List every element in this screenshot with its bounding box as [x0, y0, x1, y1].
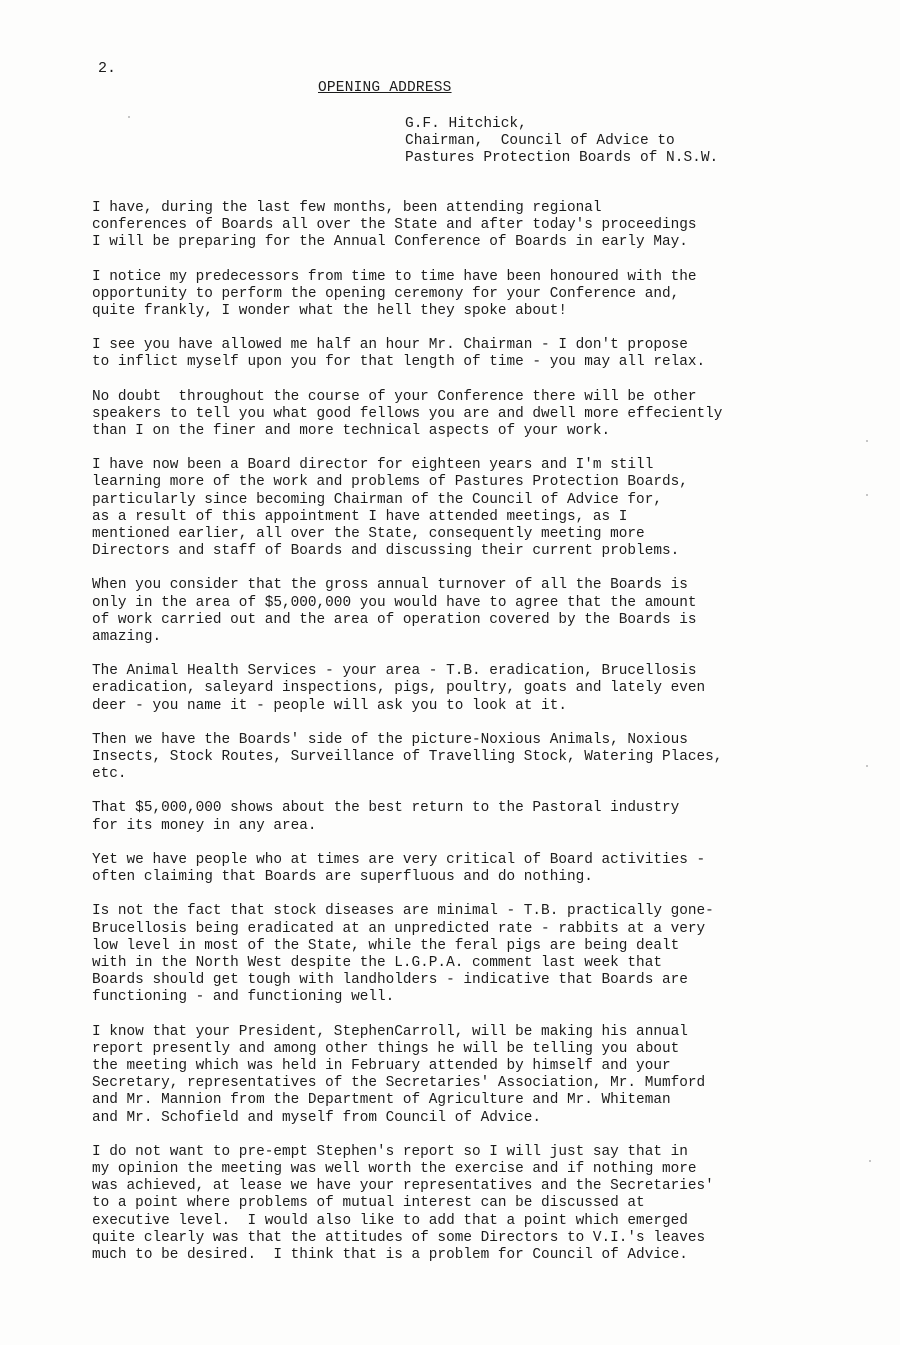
paragraph [92, 337, 822, 371]
paragraph-line: mentioned earlier, all over the State, consequently meeting more [92, 526, 645, 543]
scan-speck [866, 494, 868, 496]
paragraph-line: opportunity to perform the opening ceremony for your Conference and, [92, 285, 680, 302]
byline-organisation: Pastures Protection Boards of N.S.W. [405, 150, 719, 166]
paragraph [92, 663, 822, 715]
paragraph-line: quite clearly was that the attitudes of some Directors to V.I.'s leaves [92, 1229, 706, 1246]
paragraph-line: etc. [92, 766, 127, 783]
paragraph-line: amazing. [92, 629, 162, 646]
paragraph [92, 1144, 822, 1264]
paragraph [92, 200, 822, 252]
paragraph-line: particularly since becoming Chairman of the Council of Advice for, [92, 491, 662, 508]
paragraph-line: much to be desired. I think that is a problem for Council of Advice. [92, 1246, 688, 1263]
scan-speck [869, 1160, 871, 1162]
paragraph-line: Is not the fact that stock diseases are minimal - T.B. practically gone- [92, 903, 714, 920]
paragraph-line: That $5,000,000 shows about the best return to the Pastoral industry [92, 800, 680, 817]
paragraph-line: I know that your President, StephenCarroll, will be making his annual [92, 1023, 688, 1040]
page-number: 2. [98, 60, 117, 77]
paragraph-line: quite frankly, I wonder what the hell they spoke about! [92, 303, 567, 320]
page-title: OPENING ADDRESS [318, 80, 452, 96]
paragraph-line: deer - you name it - people will ask you to look at it. [92, 697, 567, 714]
paragraph-line: When you consider that the gross annual turnover of all the Boards is [92, 577, 688, 594]
paragraph-line: of work carried out and the area of operation covered by the Boards is [92, 611, 697, 628]
paragraph-line: Boards should get tough with landholders - indicative that Boards are [92, 972, 688, 989]
paragraph-line: only in the area of $5,000,000 you would have to agree that the amount [92, 594, 697, 611]
paragraph-line: I see you have allowed me half an hour Mr. Chairman - I don't propose [92, 337, 688, 354]
paragraph [92, 732, 822, 784]
paragraph [92, 269, 822, 321]
paragraph [92, 577, 822, 646]
paragraph-line: Then we have the Boards' side of the picture-Noxious Animals, Noxious [92, 731, 688, 748]
paragraph-line: learning more of the work and problems of Pastures Protection Boards, [92, 474, 688, 491]
paragraph-line: I have, during the last few months, been attending regional [92, 200, 602, 216]
paragraph-line: my opinion the meeting was well worth the exercise and if nothing more [92, 1160, 697, 1177]
paragraph-line: as a result of this appointment I have attended meetings, as I [92, 508, 628, 525]
paragraph [92, 903, 822, 1006]
paragraph-line: eradication, saleyard inspections, pigs, poultry, goats and lately even [92, 680, 706, 697]
paragraph-line: Secretary, representatives of the Secretaries' Association, Mr. Mumford [92, 1075, 706, 1092]
paragraph-line: was achieved, at lease we have your representatives and the Secretaries' [92, 1178, 714, 1195]
paragraph-line: often claiming that Boards are superfluous and do nothing. [92, 869, 593, 886]
paragraph-line: conferences of Boards all over the State and after today's proceedings [92, 217, 697, 234]
paragraph-line: report presently and among other things he will be telling you about [92, 1040, 680, 1057]
paragraph-line: to a point where problems of mutual interest can be discussed at [92, 1195, 645, 1212]
byline-name: G.F. Hitchick, [405, 116, 527, 132]
paragraph-line: I do not want to pre-empt Stephen's report so I will just say that in [92, 1143, 688, 1160]
paragraph-line: for its money in any area. [92, 817, 317, 834]
paragraph-line: speakers to tell you what good fellows you are and dwell more effeciently [92, 405, 723, 422]
paragraph-line: I will be preparing for the Annual Conference of Boards in early May. [92, 234, 688, 251]
paragraph-line: with in the North West despite the L.G.P.A. comment last week that [92, 954, 662, 971]
paragraph [92, 457, 822, 560]
paragraph [92, 389, 822, 441]
scan-speck [866, 765, 868, 767]
paragraph [92, 852, 822, 886]
paragraph-line: Insects, Stock Routes, Surveillance of Travelling Stock, Watering Places, [92, 749, 723, 766]
paragraph-line: the meeting which was held in February attended by himself and your [92, 1057, 671, 1074]
scan-speck [866, 440, 868, 442]
paragraph-line: Directors and staff of Boards and discussing their current problems. [92, 543, 680, 560]
paragraph-line: Brucellosis being eradicated at an unpredicted rate - rabbits at a very [92, 920, 706, 937]
paragraph-line: Yet we have people who at times are very critical of Board activities - [92, 851, 706, 868]
paragraph-line: low level in most of the State, while the feral pigs are being dealt [92, 937, 680, 954]
paragraph-line: No doubt throughout the course of your Conference there will be other [92, 388, 697, 405]
byline [405, 116, 718, 167]
paragraph-line: I notice my predecessors from time to time have been honoured with the [92, 268, 697, 285]
paragraph-line: I have now been a Board director for eighteen years and I'm still [92, 457, 654, 474]
paragraph-line: and Mr. Mannion from the Department of Agriculture and Mr. Whiteman [92, 1092, 671, 1109]
paragraph-line: and Mr. Schofield and myself from Council of Advice. [92, 1109, 542, 1126]
document-body [92, 200, 822, 1281]
paragraph [92, 1024, 822, 1127]
paragraph-line: than I on the finer and more technical aspects of your work. [92, 423, 611, 440]
paragraph-line: executive level. I would also like to add that a point which emerged [92, 1212, 688, 1229]
scan-speck [128, 116, 130, 118]
paragraph-line: functioning - and functioning well. [92, 989, 395, 1006]
paragraph-line: to inflict myself upon you for that length of time - you may all relax. [92, 354, 706, 371]
paragraph-line: The Animal Health Services - your area - T.B. eradication, Brucellosis [92, 663, 697, 680]
paragraph [92, 800, 822, 834]
byline-position: Chairman, Council of Advice to [405, 133, 675, 149]
